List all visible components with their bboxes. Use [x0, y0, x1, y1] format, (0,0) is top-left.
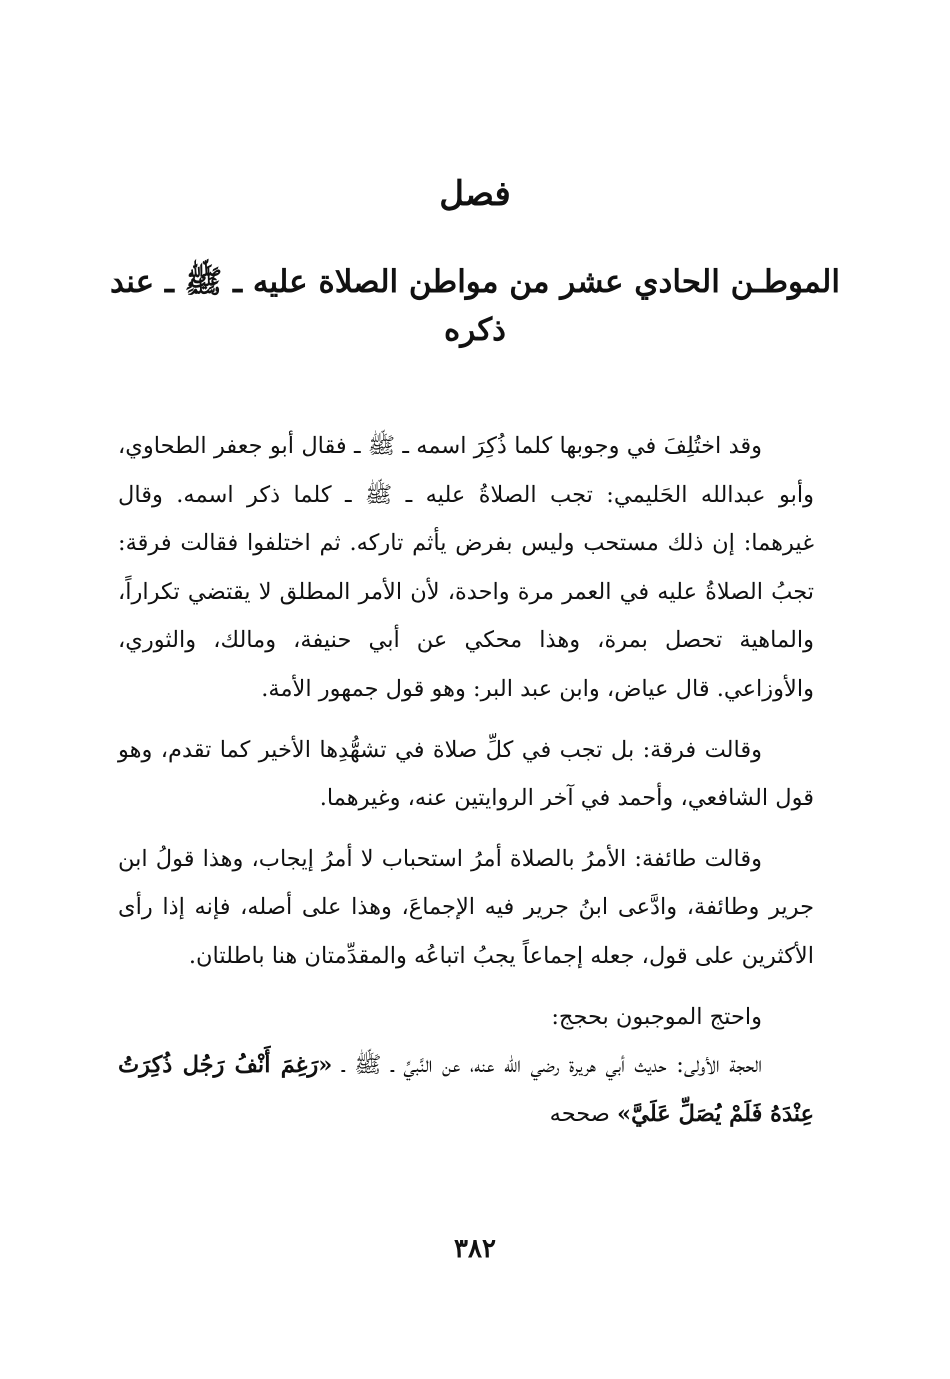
section-title: فصل: [439, 174, 511, 214]
paragraph-first-argument: [118, 1041, 814, 1138]
paragraph: وقالت فرقة: بل تجب في كلِّ صلاة في تشهُّدِها الأخير كما تقدم، وهو قول الشافعي، وأحمد في آخر الروايتين عنه، وغيرهما.: [118, 736, 814, 812]
paragraph: واحتج الموجبون بحجج:: [551, 1003, 762, 1030]
paragraph: وقالت طائفة: الأمرُ بالصلاة أمرُ استحباب لا أمرُ إيجاب، وهذا قولُ ابن جرير وطائفة، وادَّعى ابنُ جرير فيه الإجماعَ، وهذا على أصله، فإنه إذا رأى الأكثرين على قول، جعله إجماعاً يجبُ اتباعُه والمقدِّمتان هنا باطلتان.: [118, 845, 814, 969]
argument-lead: الحجة الأولى: حديث أبي هريرة رضي الله عنه، عن النَّبيِّ ـ ﷺ ـ: [332, 1052, 762, 1079]
chapter-heading: الموطـن الحادي عشر من مواطن الصلاة عليه ـ ﷺ ـ عند ذكره: [110, 264, 840, 348]
argument-tail: صححه: [549, 1100, 617, 1127]
paragraph: وقد اختُلِفَ في وجوبها كلما ذُكِرَ اسمه ـ ﷺ ـ فقال أبو جعفر الطحاوي، وأبو عبدالله الحَليمي: تجب الصلاةُ عليه ـ ﷺ ـ كلما ذكر اسمه. وقال غيرهما: إن ذلك مستحب وليس بفرض يأثم تاركه. ثم اختلفوا فقالت فرقة: تجبُ الصلاةُ عليه في العمر مرة واحدة، لأن الأمر المطلق لا يقتضي تكراراً، والماهية تحصل بمرة، وهذا محكي عن أبي حنيفة، ومالك، والثوري، والأوزاعي. قال عياض، وابن عبد البر: وهو قول جمهور الأمة.: [118, 433, 814, 702]
body-text: [118, 422, 814, 1150]
hadith-quote: «رَغِمَ أَنْفُ رَجُل ذُكِرَتُ عِنْدَهُ فَلَمْ يُصَلِّ عَلَيَّ»: [118, 1052, 814, 1127]
page-number: ٣٨٢: [454, 1234, 496, 1264]
